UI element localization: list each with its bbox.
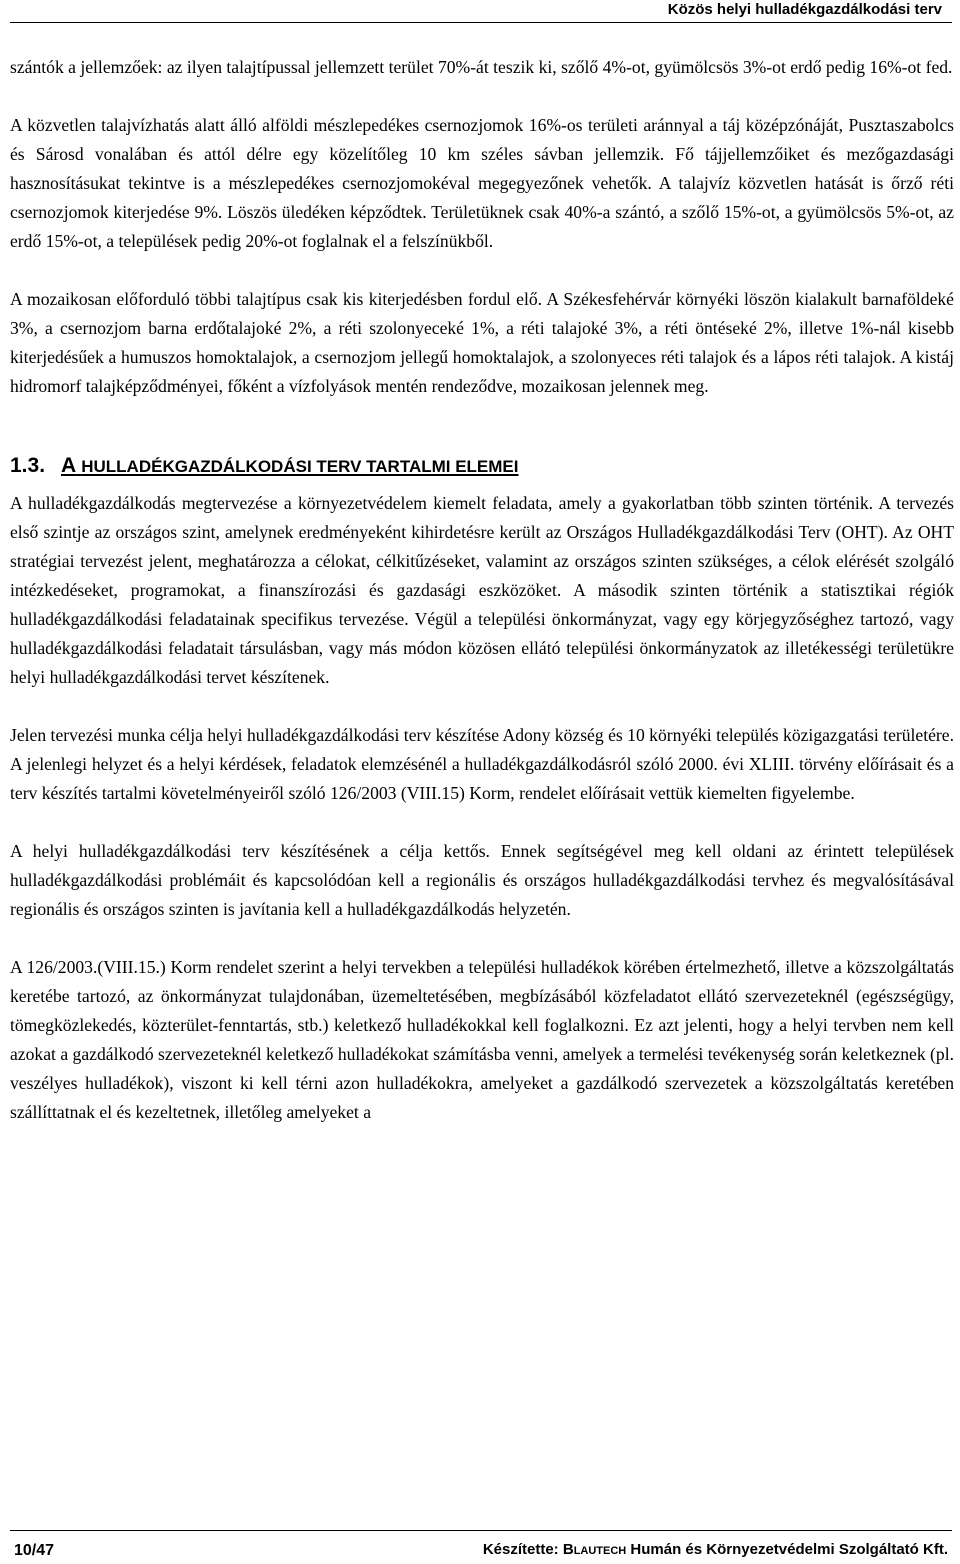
footer-divider — [10, 1530, 952, 1531]
paragraph-chernozem: A közvetlen talajvízhatás alatt álló alföldi mészlepedékes csernozjomok 16%-os területi aránnyal a táj középzónáját, Pusztaszabolcs és Sárosd vonalában és attól délre egy közelítőleg 10 km széles sávban jellemzik. Fő tájjellemzőiket és mezőgazdasági hasznosításukat tekintve is a mészlepedékes csernozjomokéval megegyezőnek vehetők. A talajvíz közvetlen hatását is őrző réti csernozjomok kiterjedése 9%. Löszös üledéken képződtek. Területüknek csak 40%-a szántó, a szőlő 15%-ot, a gyümölcsös 5%-ot, az erdő 15%-ot, a települések pedig 20%-ot foglalnak el a felszínükből. — [10, 115, 954, 251]
header-divider — [10, 22, 952, 23]
page-header — [0, 0, 960, 24]
page-footer — [0, 1524, 960, 1564]
page-number: 10/47 — [14, 1542, 55, 1559]
footer-credit — [483, 1540, 948, 1560]
document-body — [10, 53, 954, 1156]
header-title: Közös helyi hulladékgazdálkodási terv — [667, 1, 942, 18]
section-title-initial: A — [61, 454, 76, 477]
paragraph-soil-share: szántók a jellemzőek: az ilyen talajtípussal jellemzett terület 70%-át teszik ki, szőlő 4%-ot, gyümölcsös 3%-ot erdő pedig 16%-ot fed. — [10, 57, 953, 77]
paragraph-other-soils: A mozaikosan előforduló többi talajtípus csak kis kiterjedésben fordul elő. A Székesfehérvár környéki löszön kialakult barnaföldeké 3%, a csernozjom barna erdőtalajoké 2%, a réti szolonyeceké 1%, a réti talajoké 3%, a réti öntéseké 2%, illetve 1%-nál kisebb kiterjedésűek a humuszos homoktalajok, a csernozjom jellegű homoktalajok, a szolonyeces réti talajok és a lápos réti talajok. A kistáj hidromorf talajképződményei, főként a vízfolyások mentén rendeződve, mozaikosan jelennek meg. — [10, 289, 954, 396]
credit-suffix: Humán és Környezetvédelmi Szolgáltató Kft. — [630, 1541, 948, 1558]
paragraph-plan-goals: A helyi hulladékgazdálkodási terv készítésének a célja kettős. Ennek segítségével meg kell oldani az érintett települések hulladékgazdálkodási problémáit és kapcsolódóan kell a regionális és országos hulladékgazdálkodási tervhez és megvalósításával regionális és országos szinten is javítania kell a hulladékgazdálkodás helyzetén. — [10, 841, 954, 919]
credit-company: Blautech — [562, 1541, 627, 1558]
section-title — [61, 454, 519, 477]
section-title-rest: HULLADÉKGAZDÁLKODÁSI TERV TARTALMI ELEMEI — [81, 457, 519, 476]
credit-prefix: Készítette: — [482, 1541, 559, 1558]
section-number: 1.3. — [10, 454, 46, 477]
paragraph-current-work: Jelen tervezési munka célja helyi hulladékgazdálkodási terv készítése Adony község és 10 környéki település közigazgatási területére. A jelenlegi helyzet és a helyi kérdések, feladatok elemzésénél a hulladékgazdálkodásról szóló 2000. évi XLIII. törvény előírásait és a terv készítés tartalmi követelményeiről szóló 126/2003 (VIII.15) Korm, rendelet előírásait vettük kiemelten figyelembe. — [10, 725, 954, 803]
section-heading — [10, 451, 954, 481]
paragraph-planning-levels: A hulladékgazdálkodás megtervezése a környezetvédelem kiemelt feladata, amely a gyakorlatban több szinten történik. A tervezés első szintje az országos szint, amelynek eredményeként kihirdetésre került az Országos Hulladékgazdálkodási Terv (OHT). Az OHT stratégiai tervezést jelent, meghatározza a célokat, célkitűzéseket, valamint az országos szinten szükséges, a célok elérését szolgáló intézkedéseket, programokat, a finanszírozási és gazdasági eszközöket. A második szinten történik a statisztikai régiók hulladékgazdálkodási feladatainak specifikus tervezése. Végül a települési önkormányzat, vagy egy körjegyzőséghez tartozó, vagy hulladékgazdálkodási feladatait társulásban, vagy más módon közösen ellátó települési önkormányzatok az illetékességi területükre helyi hulladékgazdálkodási tervet készítenek. — [10, 493, 954, 687]
paragraph-regulation: A 126/2003.(VIII.15.) Korm rendelet szerint a helyi tervekben a települési hulladékok körében értelmezhető, illetve a közszolgáltatás keretébe tartozó, az önkormányzat tulajdonában, üzemeltetésében, megbízásából közfeladatot ellátó szervezeteknél (egészségügy, tömegközlekedés, közterület-fenntartás, stb.) keletkező hulladékokkal kell foglalkozni. Ez azt jelenti, hogy a helyi tervben nem kell azokat a gazdálkodó szervezeteknél keletkező hulladékokat számításba venni, amelyek a termelési tevékenység során keletkeznek (pl. veszélyes hulladékok), viszont ki kell térni azon hulladékokra, amelyeket a gazdálkodó szervezetek a közszolgáltatás keretében szállíttatnak el és kezeltetnek, illetőleg amelyeket a — [10, 957, 954, 1122]
